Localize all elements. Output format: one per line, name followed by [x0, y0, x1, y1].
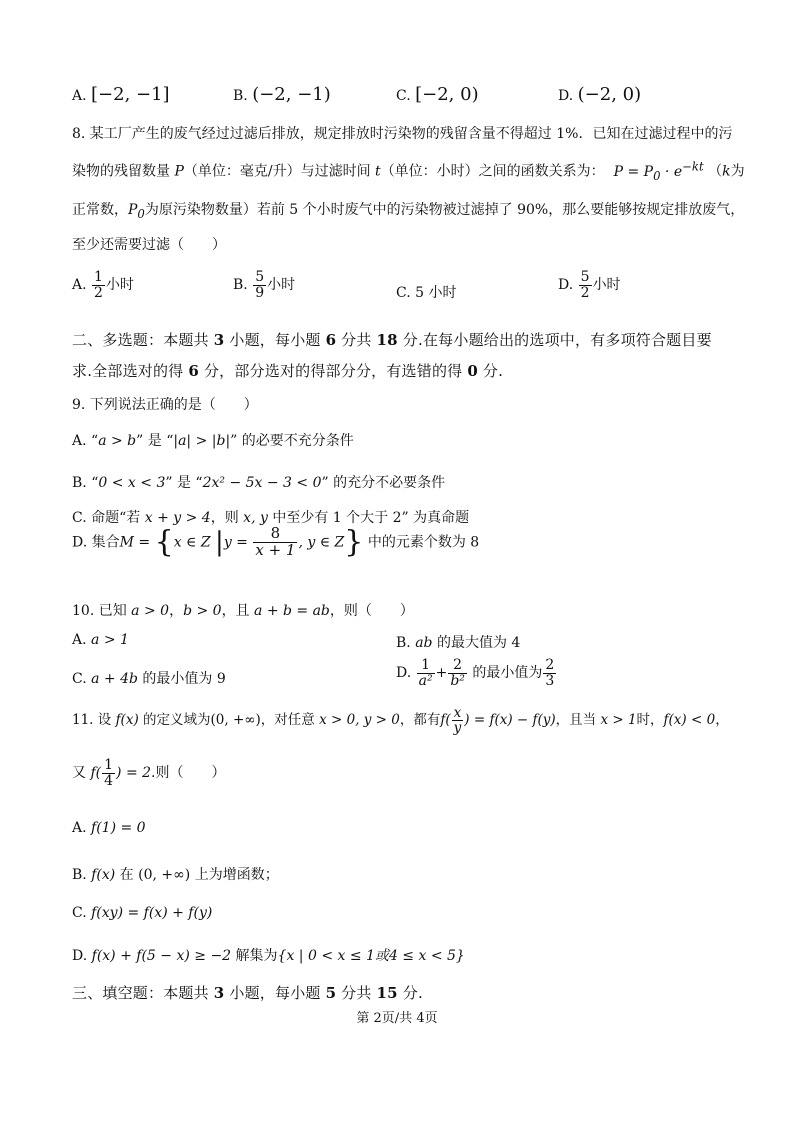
- q11-option-d: [72, 945, 465, 965]
- option-value: (−2, 0): [577, 84, 642, 105]
- q7-option-d: [558, 84, 641, 105]
- option-label: A.: [72, 820, 87, 836]
- q8-var-p0: $P_0$: [128, 202, 145, 221]
- fraction-numerator: 1: [94, 269, 103, 285]
- option-fraction: [543, 658, 556, 688]
- q8-option-d: [558, 270, 621, 300]
- stem-math: f(x): [115, 712, 139, 729]
- option-math: a > b: [98, 433, 137, 449]
- section-text: 分.: [397, 984, 423, 1002]
- option-math: |a| > |b|: [173, 433, 231, 449]
- fraction-numerator: 1: [104, 757, 114, 773]
- section-number: 5: [325, 984, 337, 1002]
- option-label: A.: [72, 277, 87, 294]
- stem-text: ，对任意: [260, 712, 320, 729]
- stem-math: f(: [90, 765, 102, 782]
- q9-stem: 9. 下列说法正确的是（ ）: [72, 397, 258, 413]
- option-unit: 小时: [267, 277, 296, 294]
- q7-option-c: [396, 84, 479, 105]
- q10-option-d: [396, 658, 557, 688]
- option-text: ” 的充分不必要条件: [321, 475, 446, 491]
- section-number: 18: [376, 331, 398, 349]
- fraction-numerator: 1: [417, 658, 435, 674]
- q8-var-t: t: [375, 163, 381, 180]
- q11-option-c: [72, 905, 212, 921]
- option-label: D.: [72, 534, 88, 551]
- option-math: x, y: [243, 510, 268, 526]
- section-text: 分共: [336, 331, 377, 349]
- section-number: 0: [467, 362, 478, 380]
- option-fraction: [253, 270, 266, 300]
- fraction-numerator: 8: [253, 526, 297, 543]
- q8-formula: $P = P_0 \cdot e^{-kt}$: [609, 159, 704, 183]
- q10-stem: [72, 600, 414, 620]
- page-footer: 第 2页/共 4页: [356, 1011, 438, 1026]
- option-label: B.: [72, 867, 87, 883]
- option-math: f(x) + f(5 − x) ≥ −2: [91, 948, 232, 964]
- option-text: 中至少有 1 个大于 2” 为真命题: [267, 510, 470, 526]
- section-number: 6: [188, 362, 199, 380]
- q8-line-1: 8. 某工厂产生的废气经过过滤后排放，规定排放时污染物的残留含量不得超过 1%．已知在过滤过程中的污: [72, 126, 733, 142]
- stem-text: 的定义域为: [138, 712, 211, 729]
- section-3-heading: [72, 982, 423, 1003]
- stem-text: 又: [72, 765, 91, 782]
- q7-option-a: [72, 84, 170, 105]
- fraction-denominator: b²: [450, 672, 465, 689]
- section-2-heading-line-1: [72, 329, 712, 350]
- fraction-denominator: 2: [94, 284, 103, 301]
- option-label: A.: [72, 632, 87, 648]
- stem-text: ，且: [221, 603, 255, 619]
- q8-option-b: [233, 270, 295, 300]
- q8-text: 正常数，: [72, 202, 128, 218]
- option-text: ，则: [210, 510, 244, 526]
- stem-math: f(x) < 0: [663, 712, 716, 729]
- section-number: 15: [376, 984, 398, 1002]
- q9-option-b: [72, 472, 445, 492]
- stem-fraction: [452, 706, 464, 735]
- stem-text: ，: [169, 603, 184, 619]
- option-math: x ∈ Z: [173, 534, 211, 551]
- q8-option-c: [396, 282, 456, 302]
- section-number: 3: [213, 331, 225, 349]
- fraction-numerator: x: [452, 706, 464, 721]
- option-math: 2x² − 5x − 3 < 0: [202, 475, 322, 491]
- fraction-denominator: x + 1: [255, 540, 296, 559]
- fraction-numerator: 2: [448, 658, 467, 674]
- option-math: M =: [119, 534, 151, 551]
- q8-text: 为原污染物数量）若前 5 个小时废气中的污染物被过滤掉了 90%，那么要能够按规定排放废气，: [144, 202, 745, 218]
- stem-text: 10. 已知: [72, 603, 132, 619]
- option-label: C.: [396, 88, 411, 104]
- plus-sign: +: [435, 665, 448, 682]
- option-text: 上为增函数；: [190, 867, 279, 883]
- q8-line-3: [72, 199, 744, 221]
- option-text: 的最大值为 4: [432, 635, 521, 651]
- stem-text: 11. 设: [72, 712, 116, 729]
- stem-math: a + b = ab: [254, 603, 330, 619]
- section-text: 三、填空题：本题共: [72, 984, 214, 1002]
- stem-text: 时，: [636, 712, 664, 729]
- option-text: 命题“若: [91, 510, 145, 526]
- fraction-numerator: 5: [255, 269, 265, 285]
- option-fraction: [417, 658, 435, 688]
- q8-line-2: [72, 159, 745, 182]
- stem-fraction: [102, 758, 115, 788]
- section-number: 6: [325, 331, 337, 349]
- section-2-heading-line-2: [72, 360, 503, 381]
- option-value: 5 小时: [415, 285, 457, 301]
- option-text: 解集为: [231, 948, 278, 964]
- q9-option-a: [72, 430, 354, 450]
- section-text: 分共: [336, 984, 377, 1002]
- q11-option-b: [72, 864, 279, 884]
- option-text: 在: [115, 867, 139, 883]
- stem-text: ，: [715, 712, 729, 729]
- stem-math: ) = f(x) − f(y): [464, 712, 556, 729]
- stem-math: (0, +∞): [210, 712, 261, 729]
- fraction-numerator: 5: [580, 269, 590, 285]
- stem-math: b > 0: [183, 603, 222, 619]
- left-brace: {: [154, 524, 174, 560]
- option-math: f(x): [91, 867, 116, 883]
- stem-math: a > 0: [131, 603, 170, 619]
- option-label: C.: [72, 671, 87, 687]
- fraction-denominator: y: [453, 720, 462, 737]
- fraction-denominator: 2: [580, 284, 590, 301]
- option-text: “: [91, 475, 99, 491]
- q9-option-d: [72, 526, 479, 559]
- option-unit: 小时: [592, 277, 621, 294]
- set-bar: |: [215, 527, 224, 558]
- option-text: 的最小值为 9: [137, 671, 226, 687]
- section-text: 分，部分选对的得部分分，有选错的得: [198, 362, 468, 380]
- stem-text: ，则（ ）: [329, 603, 414, 619]
- option-math: ab: [415, 635, 433, 651]
- q11-stem-line-2: [72, 758, 225, 788]
- q8-var-k: k: [722, 163, 731, 180]
- fraction-denominator: 4: [104, 772, 114, 789]
- option-text: 的最小值为: [472, 665, 543, 682]
- section-text: 求.全部选对的得: [72, 362, 189, 380]
- q8-text: （: [708, 163, 723, 180]
- option-text: 中的元素个数为 8: [367, 534, 480, 551]
- right-brace: }: [344, 524, 364, 560]
- section-text: 二、多选题：本题共: [72, 331, 214, 349]
- stem-math: x > 1: [600, 712, 637, 729]
- option-text: ” 是 “: [136, 433, 174, 449]
- option-fraction: [579, 270, 592, 300]
- q10-option-a: [72, 632, 129, 648]
- fraction-numerator: 2: [545, 657, 555, 673]
- option-math: , y ∈ Z: [298, 534, 345, 551]
- q8-line-4: 至少还需要过滤（ ）: [72, 237, 226, 253]
- option-label: B.: [233, 277, 248, 294]
- fraction-denominator: a²: [418, 672, 433, 689]
- stem-text: .则（ ）: [151, 765, 226, 782]
- q10-option-c: [72, 668, 226, 688]
- stem-math: ) = 2: [116, 765, 152, 782]
- option-math: f(xy) = f(x) + f(y): [91, 905, 213, 921]
- stem-text: ，都有: [399, 712, 441, 729]
- option-label: C.: [396, 285, 411, 301]
- option-fraction: [253, 526, 297, 559]
- option-label: C.: [72, 510, 87, 526]
- option-text: ” 的必要不充分条件: [230, 433, 354, 449]
- option-math: 0 < x < 3: [98, 475, 166, 491]
- q11-option-a: [72, 820, 146, 836]
- option-math: {x | 0 < x ≤ 1或4 ≤ x < 5}: [277, 948, 465, 964]
- option-label: A.: [72, 88, 87, 104]
- section-text: 分.: [477, 362, 504, 380]
- option-math: a + 4b: [91, 671, 138, 687]
- option-text: “: [91, 433, 99, 449]
- option-value: [−2, 0): [415, 84, 479, 105]
- section-number: 3: [213, 984, 225, 1002]
- q8-option-a: [72, 270, 134, 300]
- option-fraction: [92, 270, 105, 300]
- option-text: ” 是 “: [165, 475, 203, 491]
- fraction-denominator: 9: [255, 284, 265, 301]
- option-value: (−2, −1): [252, 84, 331, 105]
- q7-option-b: [233, 84, 331, 105]
- option-math: f(1) = 0: [91, 820, 146, 836]
- q8-var-p: P: [174, 163, 184, 180]
- q11-stem-line-1: [72, 706, 729, 735]
- option-math: a > 1: [91, 632, 129, 648]
- option-text: 集合: [91, 534, 120, 551]
- section-text: 分.在每小题给出的选项中，有多项符合题目要: [397, 331, 712, 349]
- option-value: [−2, −1]: [91, 84, 170, 105]
- stem-math: x > 0, y > 0: [319, 712, 400, 729]
- option-label: C.: [72, 905, 87, 921]
- option-label: A.: [72, 433, 87, 449]
- q8-text: （单位：小时）之间的函数关系为：: [380, 163, 605, 180]
- option-label: B.: [72, 475, 87, 491]
- option-label: D.: [72, 948, 88, 964]
- q8-text: 染物的残留数量: [72, 163, 175, 180]
- section-text: 小题，每小题: [224, 984, 326, 1002]
- option-math: y =: [223, 534, 248, 551]
- option-label: D.: [558, 277, 574, 294]
- stem-math: f(: [440, 712, 451, 729]
- option-label: B.: [233, 88, 248, 104]
- fraction-denominator: 3: [545, 672, 555, 689]
- option-label: B.: [396, 635, 411, 651]
- stem-text: ，且当: [555, 712, 601, 729]
- option-math: x + y > 4: [144, 510, 211, 526]
- option-label: D.: [396, 665, 412, 682]
- q10-option-b: [396, 632, 520, 652]
- option-math: (0, +∞): [138, 867, 191, 883]
- section-text: 小题，每小题: [224, 331, 326, 349]
- q8-text: （单位：毫克/升）与过滤时间: [183, 163, 376, 180]
- q8-text: 为: [730, 163, 745, 180]
- option-fraction: [448, 658, 467, 688]
- option-label: D.: [558, 88, 574, 104]
- option-unit: 小时: [105, 277, 134, 294]
